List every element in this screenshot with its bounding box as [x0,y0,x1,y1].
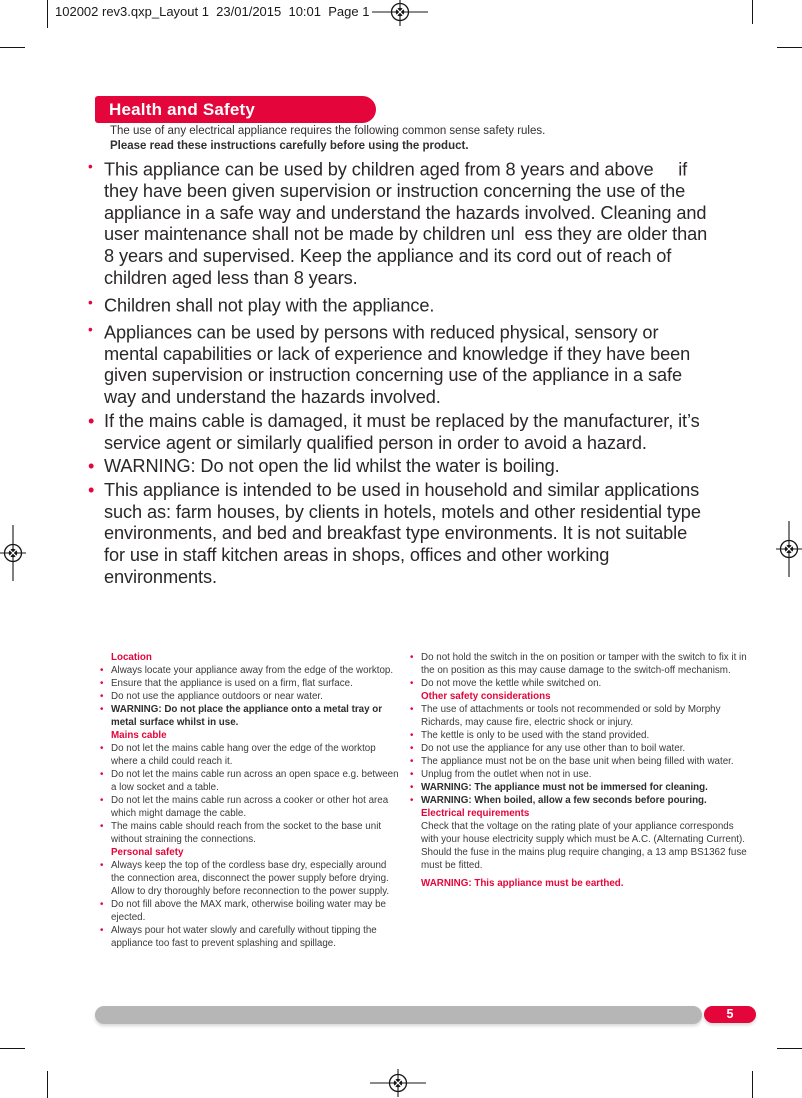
bullet-icon: • [410,769,414,780]
bullet-icon: • [100,704,104,715]
bullet-item [410,768,748,781]
crop-mark-top-right-horizontal [777,47,802,48]
bullet-item [100,898,400,924]
bullet-item [410,677,748,690]
bullet-icon: • [88,479,95,500]
bullet-item [88,480,710,589]
section-banner [95,96,376,123]
intro-line-bold: Please read these instructions carefully before using the product. [110,140,469,152]
column-subheading: Electrical requirements [421,808,530,819]
intro-line: The use of any electrical appliance requires the following common sense safety rules. [110,125,546,137]
bullet-icon: • [100,743,104,754]
bullet-item [100,794,400,820]
intro-paragraph [110,124,545,154]
bullet-item [100,690,400,703]
bullet-text: WARNING: Do not place the appliance onto a metal tray or metal surface whilst in use. [111,704,383,728]
page-number: 5 [726,1007,734,1021]
bullet-item [100,677,400,690]
bullet-item [410,703,748,729]
crop-mark-top-left-horizontal [0,47,25,48]
bullet-icon: • [410,730,414,741]
small-print-columns [100,651,748,950]
bullet-item [100,924,400,950]
bullet-item [100,768,400,794]
bullet-item [410,794,748,807]
bullet-text: Always pour hot water slowly and carefully without tipping the appliance too fast to prevent splashing and spillage. [111,925,377,949]
bullet-item [100,664,400,677]
bullet-item [100,742,400,768]
bullet-text: Do not use the appliance for any use other than to boil water. [421,743,686,754]
bullet-text: Do not let the mains cable hang over the edge of the worktop where a child could reach it. [111,743,376,767]
bullet-text: Appliances can be used by persons with reduced physical, sensory or mental capabilities or lack of experience and knowledge if they have been given supervision or instruction concerning use of the appliance in a safe way and understand the hazards involved. [104,322,696,408]
bullet-text: The mains cable should reach from the socket to the base unit without straining the connections. [111,821,382,845]
bullet-text: WARNING: When boiled, allow a few seconds before pouring. [421,795,707,806]
column-subheading: Mains cable [111,730,167,741]
bullet-icon: • [100,665,104,676]
paragraph: Check that the voltage on the rating plate of your appliance corresponds with your house electricity supply which must be A.C. (Alternating Current). [421,821,745,845]
bullet-icon: • [410,704,414,715]
bullet-text: This appliance can be used by children aged from 8 years and above if they have been given supervision or instruction concerning the use of the appliance in a safe way and understand the hazards involved. Cleaning and user maintenance shall not be made by children unl ess they are older than 8 years and supervised. Keep the appliance and its cord out of reach of children aged less than 8 years. [104,159,713,288]
crop-mark-bottom-left-horizontal [0,1048,25,1049]
registration-mark-icon [759,519,802,579]
crop-mark-top-left-vertical [47,0,48,28]
bullet-text: Do not use the appliance outdoors or near water. [111,691,323,702]
bullet-item [410,729,748,742]
registration-mark-icon [0,523,43,583]
bullet-icon: • [410,756,414,767]
small-print-column-right [410,651,748,950]
column-subheading: Personal safety [111,847,184,858]
bullet-item [100,703,400,729]
bullet-item [410,742,748,755]
bullet-icon: • [100,899,104,910]
bullet-item [100,820,400,846]
bullet-text: Do not fill above the MAX mark, otherwise boiling water may be ejected. [111,899,386,923]
bullet-text: The use of attachments or tools not recommended or sold by Morphy Richards, may cause fire, electric shock or injury. [421,704,721,728]
small-print-column-left [100,651,400,950]
bullet-item [410,651,748,677]
bullet-icon: • [88,159,93,174]
bullet-icon: • [410,795,414,806]
bullet-text: Do not let the mains cable run across an open space e.g. between a low socket and a table. [111,769,399,793]
bullet-item [410,781,748,794]
bullet-icon: • [100,795,104,806]
warning-text: WARNING: This appliance must be earthed. [421,878,624,889]
bullet-text: If the mains cable is damaged, it must be replaced by the manufacturer, it’s service agent or similarly qualified person in order to avoid a hazard. [104,410,705,453]
bullet-text: Children shall not play with the appliance. [104,294,435,315]
paragraph: Should the fuse in the mains plug require changing, a 13 amp BS1362 fuse must be fitted. [421,847,747,871]
crop-mark-bottom-right-vertical [752,1071,753,1098]
bullet-icon: • [410,743,414,754]
bullet-icon: • [410,678,414,689]
bullet-item [88,292,710,317]
bullet-icon: • [100,769,104,780]
bullet-text: The appliance must not be on the base unit when being filled with water. [421,756,734,767]
bullet-text: Do not hold the switch in the on position or tamper with the switch to fix it in the on position as this may cause damage to the switch-off mechanism. [421,652,747,676]
column-subheading: Other safety considerations [421,691,551,702]
bullet-text: This appliance is intended to be used in household and similar applications such as: farm houses, by clients in hotels, motels and other residential type environments, and bed and breakfast type environments. It is not suitable for use in staff kitchen areas in shops, offices and other working environments. [104,479,706,587]
bullet-item [88,156,713,290]
bullet-item [100,859,400,898]
registration-mark-icon [370,0,430,42]
bullet-text: Do not move the kettle while switched on. [421,678,602,689]
bullet-item [410,755,748,768]
crop-mark-bottom-right-horizontal [777,1048,802,1049]
crop-mark-top-right-vertical [752,0,753,24]
bullet-text: The kettle is only to be used with the stand provided. [421,730,650,741]
bullet-icon: • [410,652,414,663]
bullet-icon: • [100,925,104,936]
bullet-text: WARNING: Do not open the lid whilst the water is boiling. [104,456,560,477]
bullet-text: WARNING: The appliance must not be immersed for cleaning. [421,782,708,793]
bullet-text: Do not let the mains cable run across a cooker or other hot area which might damage the cable. [111,795,389,819]
bullet-icon: • [100,821,104,832]
page-title: Health and Safety [109,100,256,119]
bullet-text: Always keep the top of the cordless base dry, especially around the connection area, disconnect the power supply before drying. Allow to dry thoroughly before reconnection to the power supply. [111,860,390,897]
page-number-badge [704,1006,756,1023]
bullet-icon: • [88,456,95,477]
bullet-icon: • [88,321,93,337]
print-slug-line: 102002 rev3.qxp_Layout 1 23/01/2015 10:01 Page 1 [55,4,370,19]
registration-mark-icon [368,1053,428,1098]
bullet-icon: • [88,294,93,310]
bullet-text: Ensure that the appliance is used on a firm, flat surface. [111,678,353,689]
bullet-item [88,411,710,454]
footer-bar [95,1006,702,1024]
safety-bullet-list [88,156,713,590]
bullet-icon: • [88,410,95,431]
bullet-text: Always locate your appliance away from the edge of the worktop. [111,665,394,676]
column-subheading: Location [111,652,152,663]
bullet-icon: • [100,678,104,689]
crop-mark-bottom-left-vertical [47,1071,48,1098]
bullet-item [88,319,710,409]
bullet-text: Unplug from the outlet when not in use. [421,769,592,780]
bullet-item [88,456,710,478]
bullet-icon: • [100,860,104,871]
bullet-icon: • [410,782,414,793]
bullet-icon: • [100,691,104,702]
